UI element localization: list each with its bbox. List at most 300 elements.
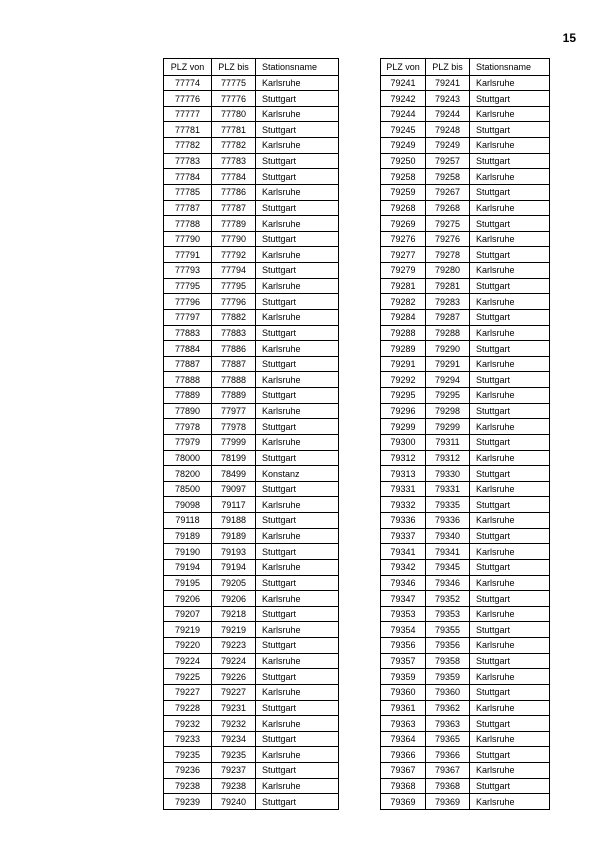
table-row [164, 622, 339, 638]
plz-to-cell: 79346 [426, 575, 470, 591]
plz-from-cell: 79337 [381, 528, 426, 544]
station-name-cell: Stuttgart [256, 419, 339, 435]
plz-from-cell: 79299 [381, 419, 426, 435]
plz-from-cell: 77791 [164, 247, 212, 263]
station-name-cell: Karlsruhe [470, 669, 550, 685]
station-name-cell: Stuttgart [470, 247, 550, 263]
table-row [381, 591, 550, 607]
station-name-cell: Stuttgart [470, 403, 550, 419]
plz-from-cell: 77883 [164, 325, 212, 341]
plz-to-cell: 79194 [212, 559, 256, 575]
station-name-cell: Stuttgart [470, 434, 550, 450]
plz-from-cell: 79364 [381, 731, 426, 747]
table-row [164, 169, 339, 185]
plz-from-cell: 77889 [164, 388, 212, 404]
plz-to-cell: 79287 [426, 309, 470, 325]
plz-to-cell: 77882 [212, 309, 256, 325]
plz-from-cell: 79369 [381, 794, 426, 810]
table-row [164, 106, 339, 122]
table-row [164, 669, 339, 685]
table-row [164, 700, 339, 716]
station-name-cell: Karlsruhe [470, 356, 550, 372]
station-name-cell: Karlsruhe [470, 763, 550, 779]
table-row [164, 747, 339, 763]
plz-from-cell: 79190 [164, 544, 212, 560]
plz-from-cell: 79354 [381, 622, 426, 638]
plz-from-cell: 79244 [381, 106, 426, 122]
page-number: 15 [562, 31, 576, 45]
postal-code-table-left [163, 58, 339, 810]
table-row [164, 294, 339, 310]
station-name-cell: Stuttgart [256, 638, 339, 654]
plz-from-cell: 79220 [164, 638, 212, 654]
plz-to-cell: 78499 [212, 466, 256, 482]
station-name-cell: Stuttgart [256, 388, 339, 404]
plz-to-cell: 77776 [212, 91, 256, 107]
station-name-cell: Stuttgart [470, 591, 550, 607]
column-header-plz-to: PLZ bis [426, 59, 470, 76]
table-row [381, 419, 550, 435]
plz-from-cell: 79258 [381, 169, 426, 185]
table-row [164, 153, 339, 169]
station-name-cell: Karlsruhe [256, 434, 339, 450]
plz-from-cell: 77979 [164, 434, 212, 450]
plz-to-cell: 79226 [212, 669, 256, 685]
table-row [381, 263, 550, 279]
table-row [164, 544, 339, 560]
plz-to-cell: 79238 [212, 778, 256, 794]
table-row [164, 122, 339, 138]
plz-from-cell: 77788 [164, 216, 212, 232]
table-row [164, 528, 339, 544]
plz-to-cell: 79268 [426, 200, 470, 216]
station-name-cell: Karlsruhe [470, 513, 550, 529]
station-name-cell: Karlsruhe [256, 497, 339, 513]
station-name-cell: Karlsruhe [470, 325, 550, 341]
table-row [381, 684, 550, 700]
table-row [381, 763, 550, 779]
table-row [381, 122, 550, 138]
plz-from-cell: 79284 [381, 309, 426, 325]
plz-from-cell: 78500 [164, 481, 212, 497]
plz-to-cell: 79205 [212, 575, 256, 591]
plz-from-cell: 77884 [164, 341, 212, 357]
plz-to-cell: 79234 [212, 731, 256, 747]
plz-from-cell: 79242 [381, 91, 426, 107]
station-name-cell: Stuttgart [470, 497, 550, 513]
plz-from-cell: 77785 [164, 184, 212, 200]
plz-to-cell: 79340 [426, 528, 470, 544]
station-name-cell: Stuttgart [256, 231, 339, 247]
table-row [381, 513, 550, 529]
plz-from-cell: 79236 [164, 763, 212, 779]
table-body-left [164, 75, 339, 809]
plz-to-cell: 79219 [212, 622, 256, 638]
table-row [381, 372, 550, 388]
plz-from-cell: 77888 [164, 372, 212, 388]
plz-to-cell: 79341 [426, 544, 470, 560]
table-row [381, 341, 550, 357]
plz-to-cell: 79359 [426, 669, 470, 685]
plz-from-cell: 79241 [381, 75, 426, 91]
plz-from-cell: 79282 [381, 294, 426, 310]
table-row [381, 466, 550, 482]
table-row [164, 309, 339, 325]
station-name-cell: Karlsruhe [470, 450, 550, 466]
table-row [381, 622, 550, 638]
plz-from-cell: 77790 [164, 231, 212, 247]
plz-from-cell: 79207 [164, 606, 212, 622]
table-row [381, 794, 550, 810]
table-row [381, 247, 550, 263]
table-row [381, 184, 550, 200]
station-name-cell: Karlsruhe [470, 294, 550, 310]
plz-from-cell: 79235 [164, 747, 212, 763]
station-name-cell: Stuttgart [256, 153, 339, 169]
plz-from-cell: 77783 [164, 153, 212, 169]
table-body-right [381, 75, 550, 809]
plz-to-cell: 77888 [212, 372, 256, 388]
plz-from-cell: 77796 [164, 294, 212, 310]
plz-from-cell: 79313 [381, 466, 426, 482]
plz-to-cell: 79291 [426, 356, 470, 372]
station-name-cell: Stuttgart [470, 216, 550, 232]
postal-code-table-right [380, 58, 550, 810]
plz-to-cell: 77795 [212, 278, 256, 294]
table-row [164, 356, 339, 372]
station-name-cell: Stuttgart [470, 466, 550, 482]
plz-from-cell: 79118 [164, 513, 212, 529]
station-name-cell: Stuttgart [256, 294, 339, 310]
table-row [381, 481, 550, 497]
station-name-cell: Stuttgart [470, 91, 550, 107]
table-row [381, 747, 550, 763]
plz-from-cell: 79239 [164, 794, 212, 810]
station-name-cell: Karlsruhe [470, 75, 550, 91]
plz-to-cell: 79367 [426, 763, 470, 779]
plz-to-cell: 79345 [426, 559, 470, 575]
plz-to-cell: 79368 [426, 778, 470, 794]
plz-from-cell: 79232 [164, 716, 212, 732]
table-row [381, 75, 550, 91]
table-row [164, 575, 339, 591]
plz-to-cell: 79330 [426, 466, 470, 482]
station-name-cell: Stuttgart [256, 325, 339, 341]
plz-to-cell: 79298 [426, 403, 470, 419]
plz-from-cell: 79189 [164, 528, 212, 544]
plz-from-cell: 79341 [381, 544, 426, 560]
plz-from-cell: 77978 [164, 419, 212, 435]
plz-to-cell: 79231 [212, 700, 256, 716]
plz-from-cell: 79249 [381, 138, 426, 154]
table-row [381, 294, 550, 310]
plz-to-cell: 79224 [212, 653, 256, 669]
table-row [164, 450, 339, 466]
station-name-cell: Stuttgart [256, 356, 339, 372]
station-name-cell: Stuttgart [256, 669, 339, 685]
plz-to-cell: 77780 [212, 106, 256, 122]
plz-to-cell: 79366 [426, 747, 470, 763]
plz-from-cell: 79098 [164, 497, 212, 513]
plz-to-cell: 79278 [426, 247, 470, 263]
table-row [164, 497, 339, 513]
station-name-cell: Stuttgart [256, 606, 339, 622]
table-row [381, 388, 550, 404]
plz-to-cell: 79193 [212, 544, 256, 560]
plz-to-cell: 79248 [426, 122, 470, 138]
station-name-cell: Stuttgart [256, 169, 339, 185]
station-name-cell: Karlsruhe [470, 544, 550, 560]
plz-from-cell: 79250 [381, 153, 426, 169]
plz-from-cell: 79332 [381, 497, 426, 513]
table-row [164, 466, 339, 482]
station-name-cell: Karlsruhe [470, 481, 550, 497]
plz-to-cell: 77786 [212, 184, 256, 200]
table-row [381, 638, 550, 654]
table-row [164, 403, 339, 419]
plz-to-cell: 79294 [426, 372, 470, 388]
plz-to-cell: 79335 [426, 497, 470, 513]
plz-to-cell: 79358 [426, 653, 470, 669]
plz-from-cell: 79259 [381, 184, 426, 200]
plz-from-cell: 77793 [164, 263, 212, 279]
station-name-cell: Karlsruhe [256, 403, 339, 419]
table-row [381, 309, 550, 325]
table-row [164, 91, 339, 107]
plz-to-cell: 77784 [212, 169, 256, 185]
plz-from-cell: 79289 [381, 341, 426, 357]
plz-to-cell: 79258 [426, 169, 470, 185]
plz-to-cell: 77775 [212, 75, 256, 91]
plz-to-cell: 79188 [212, 513, 256, 529]
table-row [381, 91, 550, 107]
table-row [164, 138, 339, 154]
station-name-cell: Karlsruhe [256, 653, 339, 669]
plz-to-cell: 77889 [212, 388, 256, 404]
plz-from-cell: 79288 [381, 325, 426, 341]
plz-to-cell: 79280 [426, 263, 470, 279]
station-name-cell: Karlsruhe [256, 559, 339, 575]
station-name-cell: Stuttgart [470, 559, 550, 575]
plz-to-cell: 79232 [212, 716, 256, 732]
table-row [381, 169, 550, 185]
station-name-cell: Karlsruhe [470, 106, 550, 122]
plz-to-cell: 79336 [426, 513, 470, 529]
station-name-cell: Karlsruhe [470, 138, 550, 154]
plz-to-cell: 79360 [426, 684, 470, 700]
table-row [381, 450, 550, 466]
plz-from-cell: 79279 [381, 263, 426, 279]
plz-to-cell: 79244 [426, 106, 470, 122]
plz-from-cell: 79367 [381, 763, 426, 779]
plz-to-cell: 79283 [426, 294, 470, 310]
plz-from-cell: 79245 [381, 122, 426, 138]
table-row [381, 153, 550, 169]
plz-to-cell: 79227 [212, 684, 256, 700]
table-row [164, 184, 339, 200]
plz-to-cell: 77787 [212, 200, 256, 216]
plz-from-cell: 78000 [164, 450, 212, 466]
table-header-row [381, 59, 550, 76]
column-header-station-name: Stationsname [256, 59, 339, 76]
plz-to-cell: 77977 [212, 403, 256, 419]
plz-to-cell: 79311 [426, 434, 470, 450]
plz-from-cell: 79346 [381, 575, 426, 591]
column-header-plz-from: PLZ von [164, 59, 212, 76]
table-row [381, 669, 550, 685]
table-row [381, 106, 550, 122]
plz-from-cell: 79276 [381, 231, 426, 247]
table-row [164, 778, 339, 794]
station-name-cell: Stuttgart [470, 528, 550, 544]
station-name-cell: Karlsruhe [256, 747, 339, 763]
plz-from-cell: 77890 [164, 403, 212, 419]
station-name-cell: Karlsruhe [256, 75, 339, 91]
plz-to-cell: 79267 [426, 184, 470, 200]
table-row [381, 403, 550, 419]
plz-to-cell: 77887 [212, 356, 256, 372]
table-row [381, 356, 550, 372]
station-name-cell: Karlsruhe [470, 731, 550, 747]
plz-to-cell: 79281 [426, 278, 470, 294]
plz-to-cell: 77794 [212, 263, 256, 279]
station-name-cell: Stuttgart [470, 716, 550, 732]
plz-to-cell: 79352 [426, 591, 470, 607]
table-row [164, 75, 339, 91]
table-row [381, 653, 550, 669]
plz-from-cell: 79300 [381, 434, 426, 450]
table-row [381, 325, 550, 341]
plz-from-cell: 79233 [164, 731, 212, 747]
plz-from-cell: 77782 [164, 138, 212, 154]
table-row [164, 419, 339, 435]
table-row [164, 278, 339, 294]
station-name-cell: Karlsruhe [256, 372, 339, 388]
plz-to-cell: 77796 [212, 294, 256, 310]
plz-from-cell: 79331 [381, 481, 426, 497]
plz-from-cell: 77774 [164, 75, 212, 91]
table-row [381, 200, 550, 216]
plz-to-cell: 77790 [212, 231, 256, 247]
station-name-cell: Karlsruhe [256, 591, 339, 607]
plz-from-cell: 77781 [164, 122, 212, 138]
station-name-cell: Stuttgart [470, 747, 550, 763]
plz-from-cell: 79359 [381, 669, 426, 685]
station-name-cell: Stuttgart [470, 184, 550, 200]
table-row [381, 716, 550, 732]
table-row [381, 700, 550, 716]
table-row [164, 247, 339, 263]
plz-to-cell: 79240 [212, 794, 256, 810]
plz-to-cell: 77783 [212, 153, 256, 169]
station-name-cell: Karlsruhe [256, 278, 339, 294]
plz-to-cell: 77792 [212, 247, 256, 263]
station-name-cell: Karlsruhe [470, 169, 550, 185]
plz-from-cell: 77784 [164, 169, 212, 185]
station-name-cell: Karlsruhe [256, 716, 339, 732]
table-row [164, 606, 339, 622]
plz-to-cell: 79353 [426, 606, 470, 622]
plz-to-cell: 79243 [426, 91, 470, 107]
plz-to-cell: 79218 [212, 606, 256, 622]
plz-from-cell: 79228 [164, 700, 212, 716]
plz-from-cell: 79342 [381, 559, 426, 575]
station-name-cell: Karlsruhe [470, 200, 550, 216]
plz-to-cell: 77781 [212, 122, 256, 138]
table-row [164, 559, 339, 575]
station-name-cell: Stuttgart [256, 200, 339, 216]
plz-from-cell: 79194 [164, 559, 212, 575]
plz-to-cell: 79362 [426, 700, 470, 716]
plz-to-cell: 77999 [212, 434, 256, 450]
station-name-cell: Stuttgart [256, 91, 339, 107]
station-name-cell: Stuttgart [470, 778, 550, 794]
plz-from-cell: 79195 [164, 575, 212, 591]
plz-to-cell: 79235 [212, 747, 256, 763]
station-name-cell: Karlsruhe [256, 778, 339, 794]
plz-from-cell: 79366 [381, 747, 426, 763]
plz-from-cell: 79292 [381, 372, 426, 388]
plz-from-cell: 77776 [164, 91, 212, 107]
station-name-cell: Karlsruhe [256, 309, 339, 325]
plz-from-cell: 77795 [164, 278, 212, 294]
plz-from-cell: 77777 [164, 106, 212, 122]
plz-to-cell: 79365 [426, 731, 470, 747]
plz-to-cell: 79356 [426, 638, 470, 654]
table-row [164, 591, 339, 607]
station-name-cell: Karlsruhe [256, 684, 339, 700]
plz-from-cell: 79277 [381, 247, 426, 263]
table-row [164, 263, 339, 279]
plz-to-cell: 79249 [426, 138, 470, 154]
station-name-cell: Stuttgart [256, 700, 339, 716]
plz-from-cell: 79295 [381, 388, 426, 404]
table-row [381, 278, 550, 294]
station-name-cell: Karlsruhe [256, 528, 339, 544]
station-name-cell: Karlsruhe [470, 794, 550, 810]
table-row [164, 763, 339, 779]
plz-to-cell: 79223 [212, 638, 256, 654]
table-row [164, 231, 339, 247]
table-row [381, 559, 550, 575]
table-row [164, 481, 339, 497]
station-name-cell: Karlsruhe [470, 263, 550, 279]
station-name-cell: Stuttgart [470, 153, 550, 169]
table-row [381, 497, 550, 513]
plz-to-cell: 79206 [212, 591, 256, 607]
table-row [164, 372, 339, 388]
station-name-cell: Karlsruhe [256, 138, 339, 154]
plz-to-cell: 79331 [426, 481, 470, 497]
table-row [381, 606, 550, 622]
station-name-cell: Stuttgart [470, 622, 550, 638]
station-name-cell: Karlsruhe [470, 575, 550, 591]
station-name-cell: Karlsruhe [470, 638, 550, 654]
plz-to-cell: 77978 [212, 419, 256, 435]
station-name-cell: Karlsruhe [256, 216, 339, 232]
plz-from-cell: 79336 [381, 513, 426, 529]
station-name-cell: Stuttgart [470, 341, 550, 357]
plz-from-cell: 79368 [381, 778, 426, 794]
station-name-cell: Konstanz [256, 466, 339, 482]
table-row [164, 684, 339, 700]
plz-from-cell: 79281 [381, 278, 426, 294]
plz-from-cell: 79357 [381, 653, 426, 669]
table-row [381, 731, 550, 747]
table-row [381, 778, 550, 794]
plz-to-cell: 79290 [426, 341, 470, 357]
plz-to-cell: 79295 [426, 388, 470, 404]
